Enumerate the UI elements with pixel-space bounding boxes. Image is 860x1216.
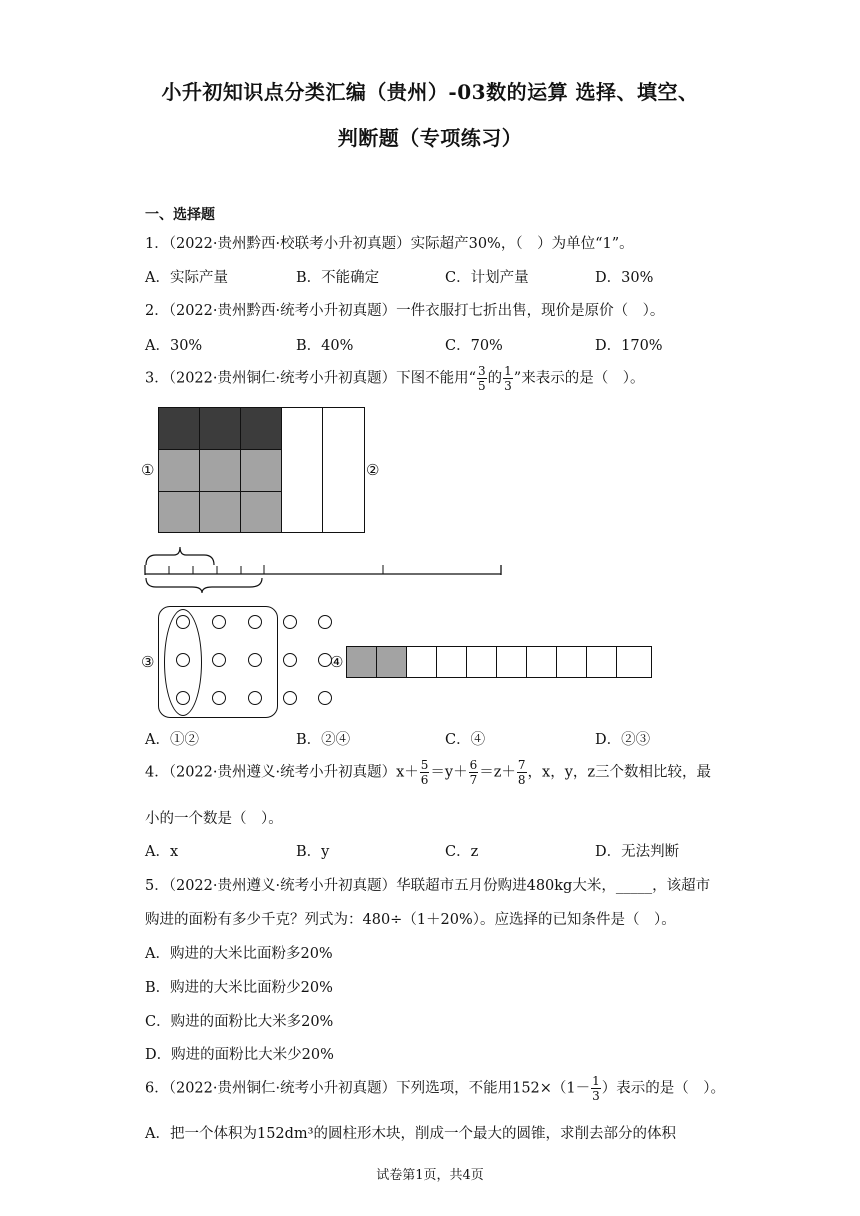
q6-fraction: $\frac{1}{3}$ [592,1074,600,1103]
q4-fraction-1: $\frac{5}{6}$ [420,758,429,787]
q3-option-b: B．②④ [296,732,351,748]
figure-label-4: ④ [330,653,344,671]
q2-option-a: A．30% [145,338,203,354]
q4-option-d: D．无法判断 [595,844,680,860]
question-4: 4．（2022·贵州遵义·统考小升初真题）x＋ $\frac{5}{6}$ ＝y＋ $\frac{6}{7}$ ＝z＋ $\frac{7}{8}$ ，x，y，z三个数相比较，最 [145,758,712,787]
q3-suffix: ”来表示的是（ ）。 [513,370,645,387]
figure-3-circles [176,615,346,715]
page-title-line1: 小升初知识点分类汇编（贵州）-03数的运算 选择、填空、 [161,80,699,104]
figure-label-2: ② [366,461,380,479]
q3-option-d: D．②③ [595,732,651,748]
question-3: 3．（2022·贵州铜仁·统考小升初真题）下图不能用“ $\frac{3}{5}$ 的 $\frac{1}{3}$ ”来表示的是（ ）。 [145,364,645,393]
q5-option-c: C．购进的面粉比大米多20% [145,1014,334,1030]
segment-figure [140,545,510,595]
q4-fraction-2: $\frac{6}{7}$ [469,758,478,787]
q5-option-b: B．购进的大米比面粉少20% [145,980,333,996]
question-2: 2．（2022·贵州黔西·统考小升初真题）一件衣服打七折出售，现价是原价（ ）。 [145,303,665,319]
q1-option-b: B．不能确定 [296,270,380,286]
page-footer: 试卷第1页，共4页 [376,1168,484,1183]
q3-fraction-1: $\frac{3}{5}$ [478,364,486,393]
question-5-line1: 5．（2022·贵州遵义·统考小升初真题）华联超市五月份购进480kg大米，_____，该超市 [145,878,711,894]
question-5-line2: 购进的面粉有多少千克？列式为：480÷（1＋20%）。应选择的已知条件是（ ）。 [145,912,676,928]
figure-1-grid [158,407,365,533]
q1-option-a: A．实际产量 [145,270,228,286]
q3-option-a: A．①② [145,732,199,748]
q4-option-a: A．x [145,844,179,860]
q4-fraction-3: $\frac{7}{8}$ [517,758,526,787]
question-6: 6．（2022·贵州铜仁·统考小升初真题）下列选项，不能用152×（1－ $\frac{1}{3}$ ）表示的是（ ）。 [145,1074,726,1103]
figure-label-1: ① [141,461,155,479]
question-4-line2: 小的一个数是（ ）。 [145,811,283,827]
q4-option-b: B．y [296,844,330,860]
q5-option-d: D．购进的面粉比大米少20% [145,1047,334,1063]
q4-option-c: C．z [445,844,479,860]
question-1: 1．（2022·贵州黔西·校联考小升初真题）实际超产30%，（ ）为单位“1”。 [145,236,634,252]
q1-option-d: D．30% [595,270,654,286]
figure-label-3: ③ [141,653,155,671]
q2-option-b: B．40% [296,338,354,354]
q6-option-a: A．把一个体积为152dm³的圆柱形木块，削成一个最大的圆锥，求削去部分的体积 [145,1126,676,1142]
figure-4-strip [346,646,652,678]
page-title-line2: 判断题（专项练习） [337,126,523,150]
q5-option-a: A．购进的大米比面粉多20% [145,946,333,962]
q3-prefix: 3．（2022·贵州铜仁·统考小升初真题）下图不能用“ [145,370,477,387]
q3-option-c: C．④ [445,732,486,748]
q2-option-c: C．70% [445,338,503,354]
q1-option-c: C．计划产量 [445,270,529,286]
section-heading: 一、选择题 [145,207,215,223]
q3-fraction-2: $\frac{1}{3}$ [504,364,512,393]
q2-option-d: D．170% [595,338,663,354]
